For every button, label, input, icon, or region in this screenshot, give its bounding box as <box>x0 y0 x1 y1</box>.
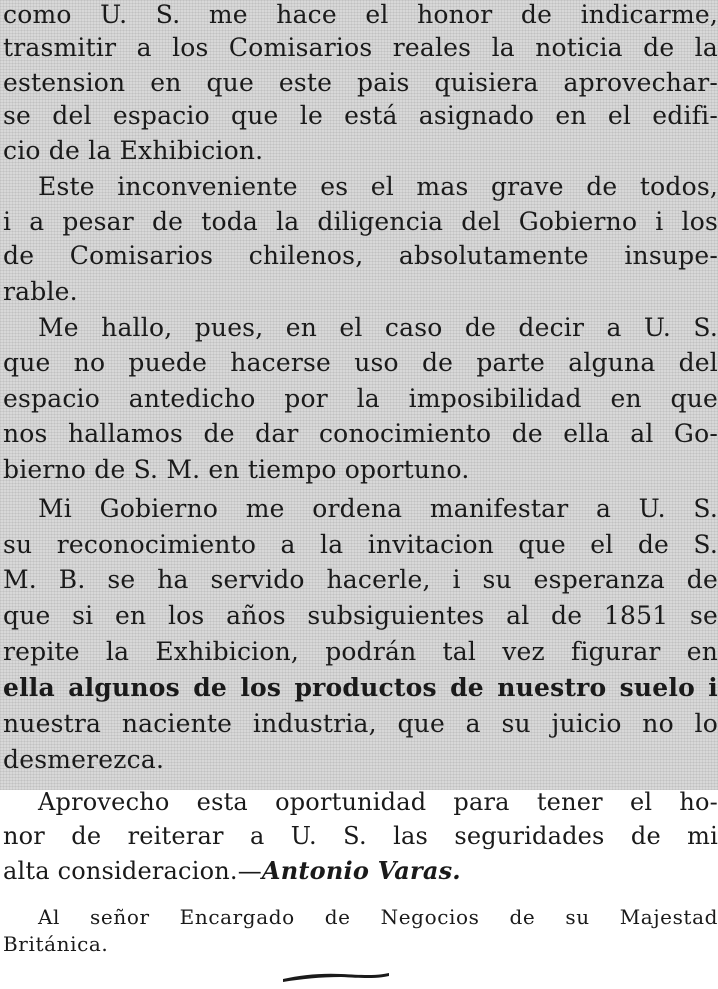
paragraph-start: Mi Gobierno me ordena manifestar a U. S. <box>38 494 718 523</box>
signature: Antonio Varas. <box>261 856 461 885</box>
body-line: nuestra naciente industria, que a su juicio no lo <box>3 709 718 738</box>
closing-last-line <box>0 856 718 886</box>
body-line: que si en los años subsiguientes al de 1851 se <box>3 601 718 630</box>
addressee-line: Británica. <box>3 932 109 956</box>
body-line: como U. S. me hace el honor de indicarme, <box>3 0 718 29</box>
closing-line: nor de reiterar a U. S. las seguridades de mi <box>3 822 718 850</box>
addressee-line: Al señor Encargado de Negocios de su Majestad <box>38 905 718 929</box>
body-line: trasmitir a los Comisarios reales la noticia de la <box>3 33 718 62</box>
body-line: nos hallamos de dar conocimiento de ella al Go- <box>3 419 718 448</box>
body-line: que no puede hacerse uso de parte alguna del <box>3 348 718 377</box>
section-divider-ornament <box>281 970 391 984</box>
body-line: bierno de S. M. en tiempo oportuno. <box>3 455 470 484</box>
body-line: espacio antedicho por la imposibilidad en que <box>3 384 718 413</box>
body-line: estension en que este pais quisiera aprovechar- <box>3 68 718 97</box>
paragraph-start: Me hallo, pues, en el caso de decir a U. S. <box>38 313 718 342</box>
body-line: se del espacio que le está asignado en el edifi- <box>3 101 718 130</box>
body-line: M. B. se ha servido hacerle, i su esperanza de <box>3 565 718 594</box>
closing-line-prefix: alta consideracion.— <box>3 857 262 885</box>
body-line: rable. <box>3 277 78 306</box>
body-line: ella algunos de los productos de nuestro suelo i <box>3 673 718 702</box>
body-line: cio de la Exhibicion. <box>3 136 264 165</box>
body-line: de Comisarios chilenos, absolutamente insupe- <box>3 241 718 270</box>
body-line: repite la Exhibicion, podrán tal vez figurar en <box>3 637 718 666</box>
body-line: i a pesar de toda la diligencia del Gobierno i los <box>3 207 718 236</box>
paragraph-start: Este inconveniente es el mas grave de todos, <box>38 172 718 201</box>
body-line: su reconocimiento a la invitacion que el de S. <box>3 530 718 559</box>
body-line: desmerezca. <box>3 745 165 774</box>
closing-line: Aprovecho esta oportunidad para tener el ho- <box>38 788 718 816</box>
